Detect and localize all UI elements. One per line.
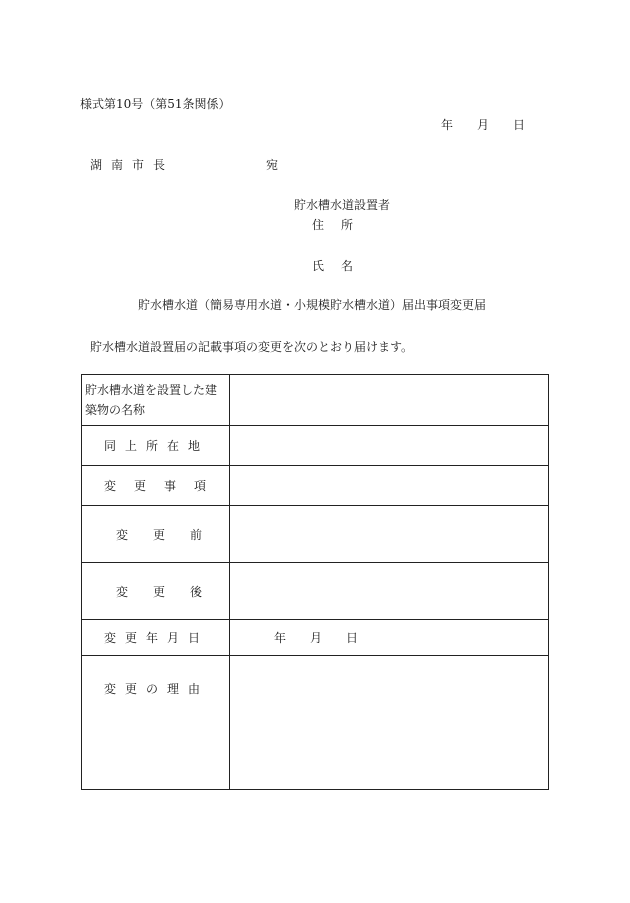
table-row	[82, 466, 549, 506]
reason-label: 変更の理由	[104, 682, 210, 696]
document-title: 貯水槽水道（簡易専用水道・小規模貯水槽水道）届出事項変更届	[138, 298, 487, 312]
date-month: 月	[477, 118, 490, 132]
table-row	[82, 426, 549, 466]
location-label-cell	[82, 426, 230, 466]
change-date-month: 月	[310, 631, 323, 645]
addressee-suffix: 宛	[266, 158, 279, 172]
location-value[interactable]	[230, 426, 549, 466]
applicant-address-label: 住所	[312, 218, 371, 232]
reason-label-cell	[82, 656, 230, 790]
before-label: 変更前	[116, 527, 228, 542]
change-date-day: 日	[346, 631, 359, 645]
building-name-value[interactable]	[230, 375, 549, 426]
date-year: 年	[441, 118, 454, 132]
change-item-label-cell	[82, 466, 230, 506]
table-row	[82, 656, 549, 790]
change-date-label: 変更年月日	[104, 631, 210, 645]
table-row	[82, 620, 549, 656]
addressee-name: 湖南市長	[90, 158, 175, 172]
before-value[interactable]	[230, 506, 549, 563]
table-row	[82, 506, 549, 563]
change-date-label-cell	[82, 620, 230, 656]
applicant-name-label: 氏名	[312, 259, 371, 273]
building-name-label: 貯水槽水道を設置した建築物の名称	[85, 383, 218, 417]
date-day: 日	[513, 118, 526, 132]
change-item-value[interactable]	[230, 466, 549, 506]
submission-date	[441, 118, 525, 132]
applicant-title: 貯水槽水道設置者	[294, 198, 391, 212]
location-label: 同上所在地	[104, 439, 210, 453]
after-label-cell	[82, 563, 230, 620]
change-item-label: 変更事項	[104, 479, 225, 493]
intro-text: 貯水槽水道設置届の記載事項の変更を次のとおり届けます。	[90, 340, 414, 354]
table-row	[82, 563, 549, 620]
change-date-year: 年	[274, 631, 287, 645]
addressee	[90, 158, 279, 172]
change-notification-table	[81, 374, 549, 790]
reason-value[interactable]	[230, 656, 549, 790]
table-row	[82, 375, 549, 426]
building-name-label-cell	[82, 375, 230, 426]
before-label-cell	[82, 506, 230, 563]
form-number: 様式第10号（第51条関係）	[80, 97, 231, 111]
after-value[interactable]	[230, 563, 549, 620]
change-date-value[interactable]	[230, 620, 549, 656]
after-label: 変更後	[116, 584, 228, 599]
